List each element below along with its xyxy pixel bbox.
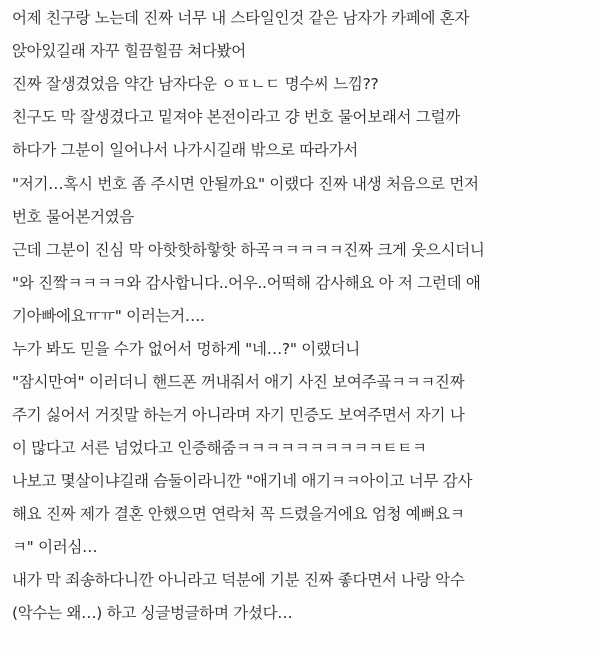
post-text-line: "잠시만여" 이러더니 핸드폰 꺼내줘서 애기 사진 보여주곸ㅋㅋㅋ진짜: [12, 373, 465, 391]
post-text-line: 앉아있길래 자꾸 힐끔힐끔 쳐다봤어: [12, 42, 246, 60]
post-text-line: 주기 싫어서 거짓말 하는거 아니라며 자기 민증도 보여주면서 자기 나: [12, 406, 465, 424]
post-text-line: ㅋ" 이러심…: [12, 538, 98, 556]
post-text-line: 해요 진짜 제가 결혼 안했으면 연락처 꼭 드렸을거에요 엄청 예뻐요ㅋ: [12, 505, 465, 523]
post-text-line: 기아빠에요ㅠㅠ" 이러는거….: [12, 307, 205, 325]
post-text-line: 어제 친구랑 노는데 진짜 너무 내 스타일인것 같은 남자가 카페에 혼자: [12, 9, 470, 27]
post-text-line: 친구도 막 잘생겼다고 밑져야 본전이라고 걍 번호 물어보래서 그럴까: [12, 108, 460, 126]
post-text-line: 하다가 그분이 일어나서 나가시길래 밖으로 따라가서: [12, 141, 358, 159]
post-text-line: 번호 물어본거였음: [12, 208, 135, 226]
post-text-line: 이 많다고 서른 넘었다고 인증해줌ㅋㅋㅋㅋㅋㅋㅋㅋㅋㅋㅌㅌㅋ: [12, 439, 427, 457]
post-text-line: 근데 그분이 진심 막 아핫핫하핳핫 하곡ㅋㅋㅋㅋㅋ진짜 크게 웃으시더니: [12, 241, 485, 259]
post-text-line: 내가 막 죄송하다니깐 아니라고 덕분에 기분 진짜 좋다면서 나랑 악수: [12, 571, 465, 589]
post-text-line: "와 진짴ㅋㅋㅋㅋ와 감사합니다..어우..어떡해 감사해요 아 저 그런데 애: [12, 274, 481, 292]
post-text-line: 진짜 잘생겼었음 약간 남자다운 ㅇㅍㄴㄷ 명수씨 느낌??: [12, 75, 379, 93]
post-text-line: 누가 봐도 믿을 수가 없어서 멍하게 "네…?" 이랬더니: [12, 340, 360, 358]
post-text-line: 나보고 몇살이냐길래 슴둘이라니깐 "애기네 애기ㅋㅋ아이고 너무 감사: [12, 472, 473, 490]
post-text-line: (악수는 왜…) 하고 싱글벙글하며 가셨다…: [12, 604, 293, 622]
post-text-line: "저기…혹시 번호 좀 주시면 안될까요" 이랬다 진짜 내생 처음으로 먼저: [12, 175, 479, 193]
